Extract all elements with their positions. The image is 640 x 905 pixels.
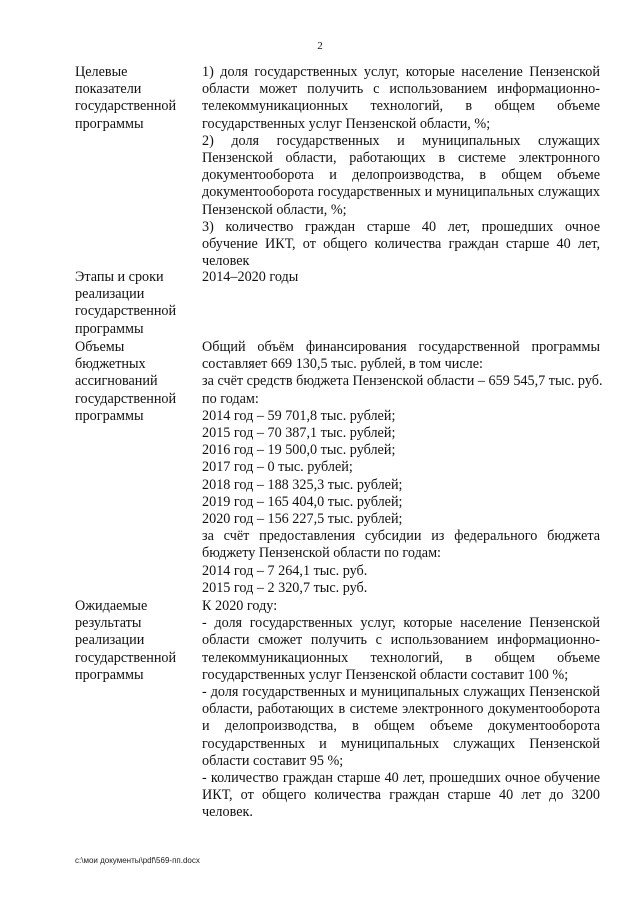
paragraph: - количество граждан старше 40 лет, прошедших очное обучение ИКТ, от общего количества граждан старше 40 лет до 3200 человек. bbox=[202, 770, 600, 821]
paragraph: 2014–2020 годы bbox=[202, 269, 299, 285]
row-content-expected-results bbox=[202, 598, 600, 822]
budget-line-2017: 2017 год – 0 тыс. рублей; bbox=[202, 459, 353, 476]
budget-line-2019: 2019 год – 165 404,0 тыс. рублей; bbox=[202, 493, 403, 510]
page-number: 2 bbox=[317, 40, 323, 52]
paragraph: за счёт предоставления субсидии из федерального бюджета бюджету Пензенской области по годам: bbox=[202, 528, 600, 562]
table-row bbox=[75, 64, 605, 270]
subsidy-line-2015: 2015 год – 2 320,7 тыс. руб. bbox=[202, 579, 368, 596]
results-intro: К 2020 году: bbox=[202, 598, 278, 614]
table-row bbox=[75, 339, 605, 594]
row-content-budget bbox=[202, 339, 603, 597]
budget-line-2018: 2018 год – 188 325,3 тыс. рублей; bbox=[202, 476, 403, 493]
row-content-stages bbox=[202, 269, 600, 286]
paragraph: Общий объём финансирования государственной программы составляет 669 130,5 тыс. рублей, в том числе: bbox=[202, 339, 600, 373]
paragraph: 2) доля государственных и муниципальных служащих Пензенской области, работающих в системе электронного документооборота и делопроизводства, в общем объеме документооборота государственных и муниципальных служащих Пензенской области, %; bbox=[202, 132, 600, 218]
row-label-target-indicators: Целевые показатели государственной программы bbox=[75, 64, 177, 132]
budget-line: по годам: bbox=[202, 390, 259, 407]
budget-line: за счёт средств бюджета Пензенской области – 659 545,7 тыс. руб. bbox=[202, 373, 603, 390]
budget-line-2014: 2014 год – 59 701,8 тыс. рублей; bbox=[202, 407, 396, 424]
table-row bbox=[75, 269, 605, 337]
paragraph: 3) количество граждан старше 40 лет, прошедших очное обучение ИКТ, от общего количества граждан старше 40 лет, человек bbox=[202, 218, 600, 270]
budget-line-2015: 2015 год – 70 387,1 тыс. рублей; bbox=[202, 425, 396, 442]
subsidy-line-2014: 2014 год – 7 264,1 тыс. руб. bbox=[202, 562, 368, 579]
paragraph: 1) доля государственных услуг, которые население Пензенской области может получить с использованием информационно-телекоммуникационных технологий, в общем объеме государственных услуг Пензенской области, %; bbox=[202, 64, 600, 132]
footer-file-path: c:\мои документы\pdf\569-пп.docx bbox=[75, 856, 200, 865]
paragraph: - доля государственных и муниципальных служащих Пензенской области, работающих в системе электронного документооборота и делопроизводства, в общем объеме документооборота государственных и муниципальных служащих Пензенской области составит 95 %; bbox=[202, 684, 600, 769]
budget-line-2016: 2016 год – 19 500,0 тыс. рублей; bbox=[202, 442, 396, 459]
row-content-target-indicators bbox=[202, 64, 600, 270]
budget-line-2020: 2020 год – 156 227,5 тыс. рублей; bbox=[202, 511, 403, 528]
row-label-expected-results: Ожидаемые результаты реализации государственной программы bbox=[75, 598, 177, 683]
paragraph: - доля государственных услуг, которые население Пензенской области сможет получить с использованием информационно-телекоммуникационных технологий, в общем объеме государственных услуг Пензенской области составит 100 %; bbox=[202, 615, 600, 683]
table-row bbox=[75, 598, 605, 828]
row-label-budget: Объемы бюджетных ассигнований государственной программы bbox=[75, 339, 177, 424]
row-label-stages: Этапы и сроки реализации государственной программы bbox=[75, 269, 177, 337]
